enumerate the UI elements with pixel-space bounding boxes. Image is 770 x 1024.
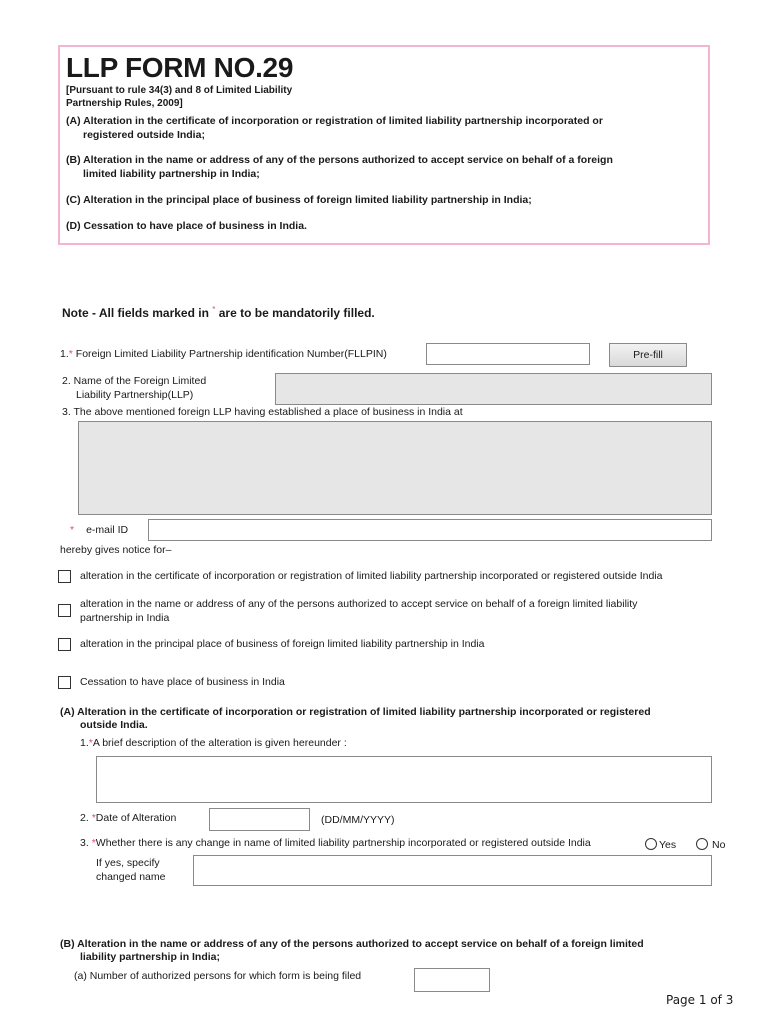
radio-no-label: No — [712, 839, 726, 851]
authorized-persons-count-input[interactable] — [414, 968, 490, 992]
required-star: * — [91, 837, 96, 849]
email-label — [70, 523, 128, 537]
purpose-c: (C) Alteration in the principal place of business of foreign limited liability partnership in India; — [66, 194, 532, 206]
llp-name-field[interactable] — [275, 373, 712, 405]
rule-reference-line1: [Pursuant to rule 34(3) and 8 of Limited Liability — [66, 85, 293, 96]
checkbox-label-cessation: Cessation to have place of business in India — [80, 676, 285, 688]
date-format-hint: (DD/MM/YYYY) — [321, 814, 395, 826]
required-star: * — [88, 737, 93, 749]
q1-text: Foreign Limited Liability Partnership identification Number(FLLPIN) — [72, 348, 387, 360]
checkbox-label-certificate: alteration in the certificate of incorporation or registration of limited liability partnership incorporated or registered outside India — [80, 570, 663, 582]
fllpin-label — [60, 347, 387, 361]
purpose-b-line1: (B) Alteration in the name or address of any of the persons authorized to accept service on behalf of a foreign — [66, 154, 613, 166]
note-prefix: Note - All fields marked in — [62, 306, 213, 320]
date-label — [80, 811, 176, 825]
changed-name-input[interactable] — [193, 855, 712, 886]
fllpin-input[interactable] — [426, 343, 590, 365]
llp-name-label-line1: 2. Name of the Foreign Limited — [62, 375, 207, 387]
email-input[interactable] — [148, 519, 712, 541]
radio-yes[interactable] — [645, 838, 657, 850]
checkbox-alteration-authorized-persons[interactable] — [58, 604, 71, 617]
a-q3-number: 3. — [80, 837, 92, 849]
checkbox-label-principal-place: alteration in the principal place of business of foreign limited liability partnership in India — [80, 638, 485, 650]
checkbox-alteration-certificate[interactable] — [58, 570, 71, 583]
description-label — [80, 736, 347, 750]
changed-name-label-line2: changed name — [96, 871, 166, 883]
llp-name-label-line2: Liability Partnership(LLP) — [76, 389, 194, 401]
purpose-a-line1: (A) Alteration in the certificate of incorporation or registration of limited liability partnership incorporated or — [66, 115, 603, 127]
purpose-b-line2: limited liability partnership in India; — [83, 168, 260, 180]
place-of-business-field[interactable] — [78, 421, 712, 515]
section-a-heading-line1: (A) Alteration in the certificate of incorporation or registration of limited liability partnership incorporated or registered — [60, 706, 651, 718]
rule-reference-line2: Partnership Rules, 2009] — [66, 98, 183, 109]
required-star: * — [91, 812, 96, 824]
purpose-a-line2: registered outside India; — [83, 129, 205, 141]
mandatory-note — [62, 305, 375, 320]
notice-text: hereby gives notice for– — [60, 544, 172, 556]
radio-no[interactable] — [696, 838, 708, 850]
changed-name-label-line1: If yes, specify — [96, 857, 160, 869]
section-b-heading-line2: liability partnership in India; — [80, 951, 221, 963]
checkbox-cessation[interactable] — [58, 676, 71, 689]
note-suffix: are to be mandatorily filled. — [215, 306, 375, 320]
form-title: LLP FORM NO.29 — [66, 52, 294, 83]
name-change-question — [80, 836, 591, 850]
radio-yes-label: Yes — [659, 839, 677, 851]
checkbox-label-authorized-line1: alteration in the name or address of any of the persons authorized to accept service on behalf of a foreign limited liability — [80, 598, 638, 610]
checkbox-alteration-principal-place[interactable] — [58, 638, 71, 651]
q1-number: 1. — [60, 348, 69, 360]
required-star: * — [70, 524, 75, 536]
authorized-persons-count-label: (a) Number of authorized persons for which form is being filed — [74, 970, 362, 982]
a-q3-text: Whether there is any change in name of limited liability partnership incorporated or registered outside India — [95, 837, 591, 849]
prefill-button[interactable]: Pre-fill — [609, 343, 687, 367]
page-number: Page 1 of 3 — [666, 993, 734, 1007]
purpose-d: (D) Cessation to have place of business in India. — [66, 220, 307, 232]
date-of-alteration-input[interactable] — [209, 808, 310, 831]
section-b-heading-line1: (B) Alteration in the name or address of any of the persons authorized to accept service on behalf of a foreign limited — [60, 938, 644, 950]
required-star: * — [68, 348, 73, 360]
note-star: * — [212, 305, 216, 314]
email-label-text: e-mail ID — [86, 524, 129, 536]
a-q1-text: A brief description of the alteration is given hereunder : — [92, 737, 347, 749]
a-q2-number: 2. — [80, 812, 92, 824]
place-of-business-label: 3. The above mentioned foreign LLP having established a place of business in India at — [62, 406, 463, 418]
section-a-heading-line2: outside India. — [80, 719, 148, 731]
checkbox-label-authorized-line2: partnership in India — [80, 612, 170, 624]
a-q2-text: Date of Alteration — [95, 812, 177, 824]
alteration-description-textarea[interactable] — [96, 756, 712, 803]
a-q1-number: 1. — [80, 737, 89, 749]
